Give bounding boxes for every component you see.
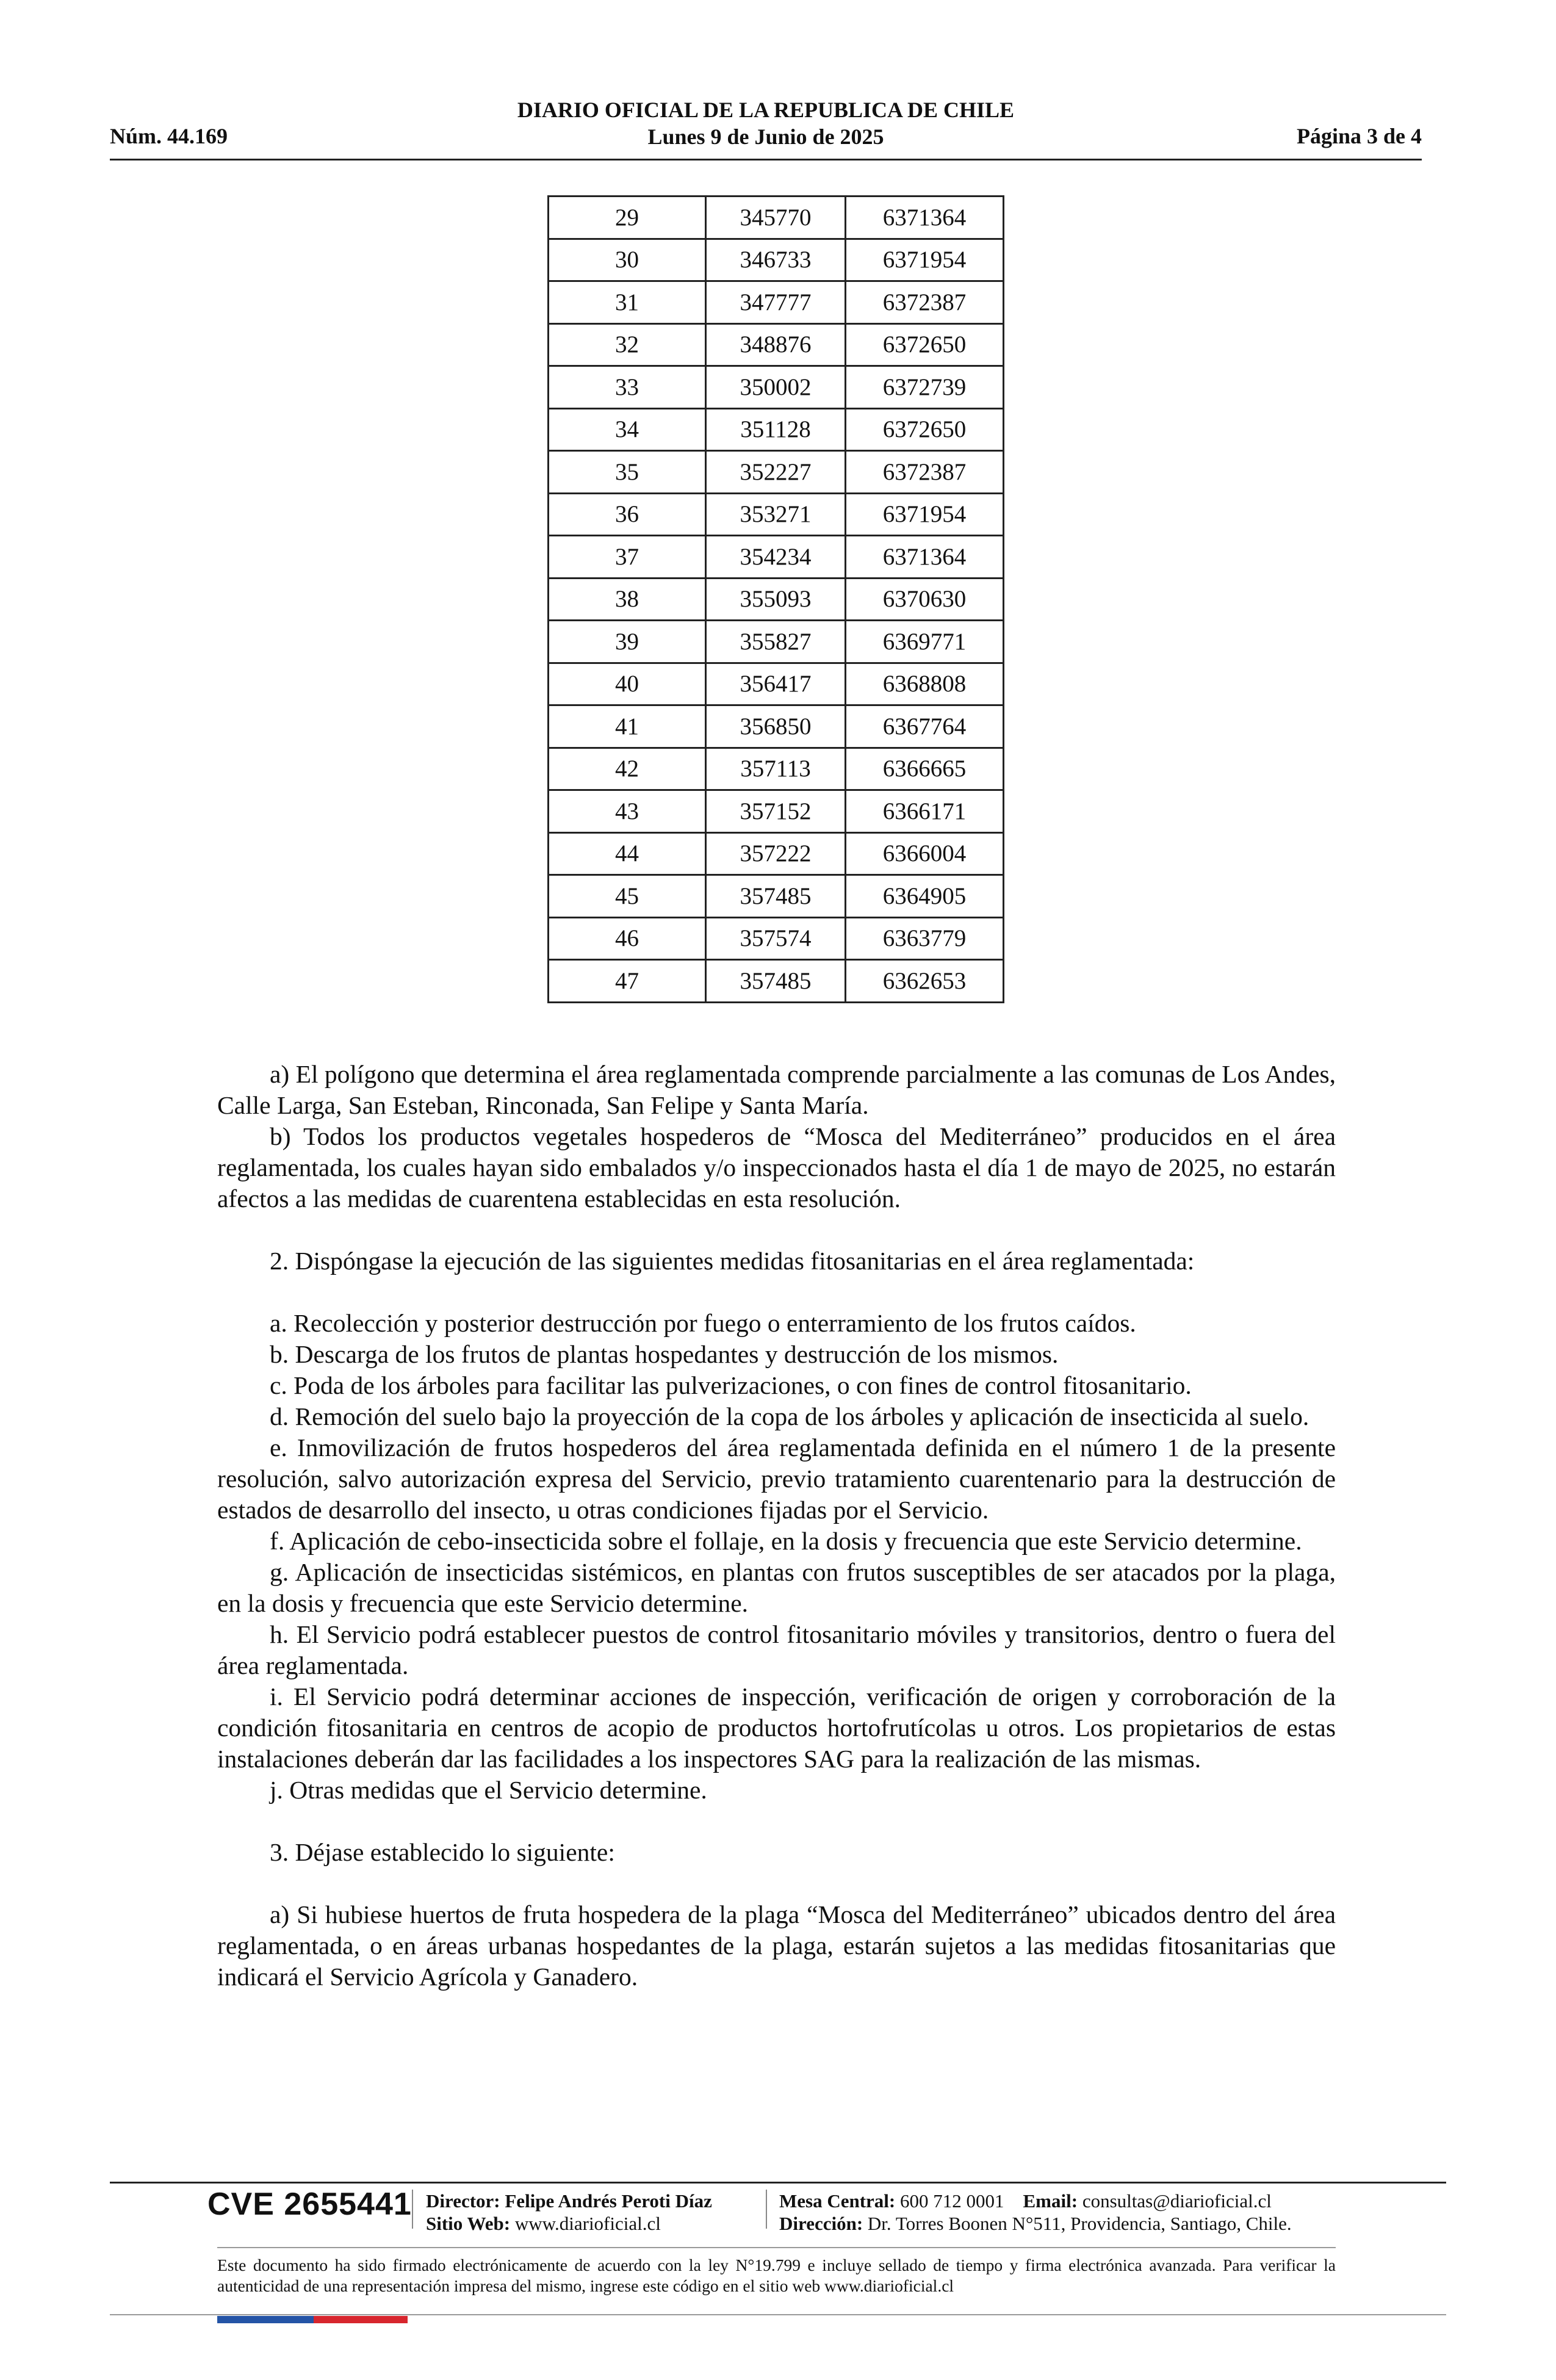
flag-stripe-red (314, 2316, 408, 2323)
easting-cell: 357485 (706, 960, 846, 1003)
publication-title: DIARIO OFICIAL DE LA REPUBLICA DE CHILE (517, 98, 1015, 122)
easting-cell: 356417 (706, 663, 846, 705)
measure-h: h. El Servicio podrá establecer puestos de control fitosanitario móviles y transitorios, dentro o fuera del área reglamentada. (217, 1620, 1336, 1679)
table-row (549, 366, 1004, 409)
measure-d: d. Remoción del suelo bajo la proyección de la copa de los árboles y aplicación de insecticida al suelo. (270, 1402, 1309, 1430)
paragraph-3: 3. Déjase establecido lo siguiente: (270, 1838, 615, 1866)
footer-bottom-rule (110, 2314, 1446, 2315)
northing-cell: 6369771 (846, 621, 1004, 663)
easting-cell: 350002 (706, 366, 846, 409)
mesa-phone: 600 712 0001 (900, 2190, 1004, 2212)
email-link[interactable]: consultas@diarioficial.cl (1082, 2190, 1272, 2212)
footer-contact-col (779, 2190, 1292, 2235)
northing-cell: 6372650 (846, 323, 1004, 366)
table-row (549, 790, 1004, 833)
footer-separator (412, 2190, 413, 2229)
easting-cell: 357113 (706, 748, 846, 790)
paragraph-1b: b) Todos los productos vegetales hospederos de “Mosca del Mediterráneo” producidos en el área reglamentada, los cuales hayan sido embalados y/o inspeccionados hasta el día 1 de mayo de 2025, no estarán afectos a las medidas de cuarentena establecidas en esta resolución. (217, 1122, 1336, 1213)
publication-date: Lunes 9 de Junio de 2025 (647, 124, 884, 149)
footer-top-rule (110, 2182, 1446, 2183)
easting-cell: 348876 (706, 323, 846, 366)
table-row (549, 493, 1004, 536)
northing-cell: 6363779 (846, 917, 1004, 960)
issue-number: Núm. 44.169 (110, 124, 228, 148)
address-label: Dirección: (779, 2213, 863, 2234)
vertex-number-cell: 45 (549, 875, 706, 918)
northing-cell: 6372387 (846, 451, 1004, 494)
site-label: Sitio Web: (426, 2213, 511, 2234)
vertex-number-cell: 46 (549, 917, 706, 960)
measure-i: i. El Servicio podrá determinar acciones de inspección, verificación de origen y corroboración de la condición fitosanitaria en centros de acopio de productos hortofrutícolas u otros. Los propietarios de estas instalaciones deberán dar las facilidades a los inspectores SAG para la realización de las mismas. (217, 1682, 1336, 1773)
vertex-number-cell: 36 (549, 493, 706, 536)
vertex-number-cell: 44 (549, 832, 706, 875)
table-row (549, 875, 1004, 918)
northing-cell: 6372650 (846, 408, 1004, 451)
footer-mid-rule (217, 2247, 1336, 2248)
table-row (549, 748, 1004, 790)
vertex-number-cell: 41 (549, 705, 706, 748)
easting-cell: 346733 (706, 239, 846, 281)
vertex-number-cell: 39 (549, 621, 706, 663)
northing-cell: 6367764 (846, 705, 1004, 748)
table-row (549, 408, 1004, 451)
easting-cell: 345770 (706, 197, 846, 239)
director-label: Director: (426, 2190, 500, 2212)
table-row (549, 578, 1004, 621)
footer-separator (766, 2190, 767, 2229)
vertex-number-cell: 42 (549, 748, 706, 790)
easting-cell: 355827 (706, 621, 846, 663)
easting-cell: 356850 (706, 705, 846, 748)
vertex-number-cell: 40 (549, 663, 706, 705)
table-row (549, 960, 1004, 1003)
vertex-number-cell: 43 (549, 790, 706, 833)
northing-cell: 6366665 (846, 748, 1004, 790)
vertex-number-cell: 29 (549, 197, 706, 239)
page-number: Página 3 de 4 (1296, 124, 1422, 148)
vertex-number-cell: 38 (549, 578, 706, 621)
northing-cell: 6372387 (846, 281, 1004, 324)
measure-a: a. Recolección y posterior destrucción por fuego o enterramiento de los frutos caídos. (270, 1309, 1136, 1337)
table-row (549, 536, 1004, 579)
resolution-body (217, 1059, 1336, 1992)
measure-g: g. Aplicación de insecticidas sistémicos, en plantas con frutos susceptibles de ser atacados por la plaga, en la dosis y frecuencia que este Servicio determine. (217, 1558, 1336, 1617)
easting-cell: 352227 (706, 451, 846, 494)
vertex-number-cell: 37 (549, 536, 706, 579)
easting-cell: 353271 (706, 493, 846, 536)
measure-e: e. Inmovilización de frutos hospederos del área reglamentada definida en el número 1 de la presente resolución, salvo autorización expresa del Servicio, previo tratamiento cuarentenario para la destrucción de estados de desarrollo del insecto, u otras condiciones fijadas por el Servicio. (217, 1433, 1336, 1524)
paragraph-3a: a) Si hubiese huertos de fruta hospedera de la plaga “Mosca del Mediterráneo” ubicados dentro del área reglamentada, o en áreas urbanas hospedantes de la plaga, estarán sujetos a las medidas fitosanitarias que indicará el Servicio Agrícola y Ganadero. (217, 1900, 1336, 1991)
measure-b: b. Descarga de los frutos de plantas hospedantes y destrucción de los mismos. (270, 1340, 1059, 1368)
address-text: Dr. Torres Boonen N°511, Providencia, Santiago, Chile. (867, 2213, 1292, 2234)
legal-notice: Este documento ha sido firmado electrónicamente de acuerdo con la ley N°19.799 e incluye sellado de tiempo y firma electrónica avanzada. Para verificar la autenticidad de una representación impresa del mismo, ingrese este código en el sitio web www.diarioficial.cl (217, 2256, 1336, 2295)
table-row (549, 832, 1004, 875)
coordinates-table (547, 195, 1004, 1003)
footer-director-col (426, 2190, 712, 2235)
easting-cell: 357574 (706, 917, 846, 960)
northing-cell: 6371954 (846, 239, 1004, 281)
table-row (549, 705, 1004, 748)
flag-stripe-blue (217, 2316, 314, 2323)
vertex-number-cell: 34 (549, 408, 706, 451)
table-row (549, 281, 1004, 324)
measure-f: f. Aplicación de cebo-insecticida sobre el follaje, en la dosis y frecuencia que este Servicio determine. (270, 1527, 1302, 1555)
table-row (549, 239, 1004, 281)
northing-cell: 6366004 (846, 832, 1004, 875)
paragraph-2: 2. Dispóngase la ejecución de las siguientes medidas fitosanitarias en el área reglamentada: (270, 1247, 1195, 1275)
vertex-number-cell: 33 (549, 366, 706, 409)
paragraph-1a: a) El polígono que determina el área reglamentada comprende parcialmente a las comunas de Los Andes, Calle Larga, San Esteban, Rinconada, San Felipe y Santa María. (217, 1060, 1336, 1119)
northing-cell: 6364905 (846, 875, 1004, 918)
vertex-number-cell: 30 (549, 239, 706, 281)
northing-cell: 6368808 (846, 663, 1004, 705)
header-center (110, 96, 1422, 150)
measure-j: j. Otras medidas que el Servicio determine. (270, 1776, 707, 1804)
email-label: Email: (1023, 2190, 1078, 2212)
table-row (549, 621, 1004, 663)
northing-cell: 6366171 (846, 790, 1004, 833)
page-header (110, 92, 1422, 160)
director-name: Felipe Andrés Peroti Díaz (505, 2190, 712, 2212)
northing-cell: 6370630 (846, 578, 1004, 621)
vertex-number-cell: 47 (549, 960, 706, 1003)
vertex-number-cell: 32 (549, 323, 706, 366)
easting-cell: 357152 (706, 790, 846, 833)
vertex-number-cell: 31 (549, 281, 706, 324)
measure-c: c. Poda de los árboles para facilitar las pulverizaciones, o con fines de control fitosanitario. (270, 1371, 1192, 1399)
mesa-label: Mesa Central: (779, 2190, 896, 2212)
easting-cell: 351128 (706, 408, 846, 451)
table-row (549, 917, 1004, 960)
easting-cell: 357222 (706, 832, 846, 875)
easting-cell: 355093 (706, 578, 846, 621)
easting-cell: 354234 (706, 536, 846, 579)
vertex-number-cell: 35 (549, 451, 706, 494)
easting-cell: 357485 (706, 875, 846, 918)
easting-cell: 347777 (706, 281, 846, 324)
northing-cell: 6362653 (846, 960, 1004, 1003)
table-row (549, 197, 1004, 239)
table-row (549, 663, 1004, 705)
northing-cell: 6371364 (846, 197, 1004, 239)
site-link[interactable]: www.diarioficial.cl (514, 2213, 661, 2234)
northing-cell: 6371364 (846, 536, 1004, 579)
northing-cell: 6371954 (846, 493, 1004, 536)
northing-cell: 6372739 (846, 366, 1004, 409)
cve-code: CVE 2655441 (207, 2187, 412, 2222)
table-row (549, 451, 1004, 494)
table-row (549, 323, 1004, 366)
